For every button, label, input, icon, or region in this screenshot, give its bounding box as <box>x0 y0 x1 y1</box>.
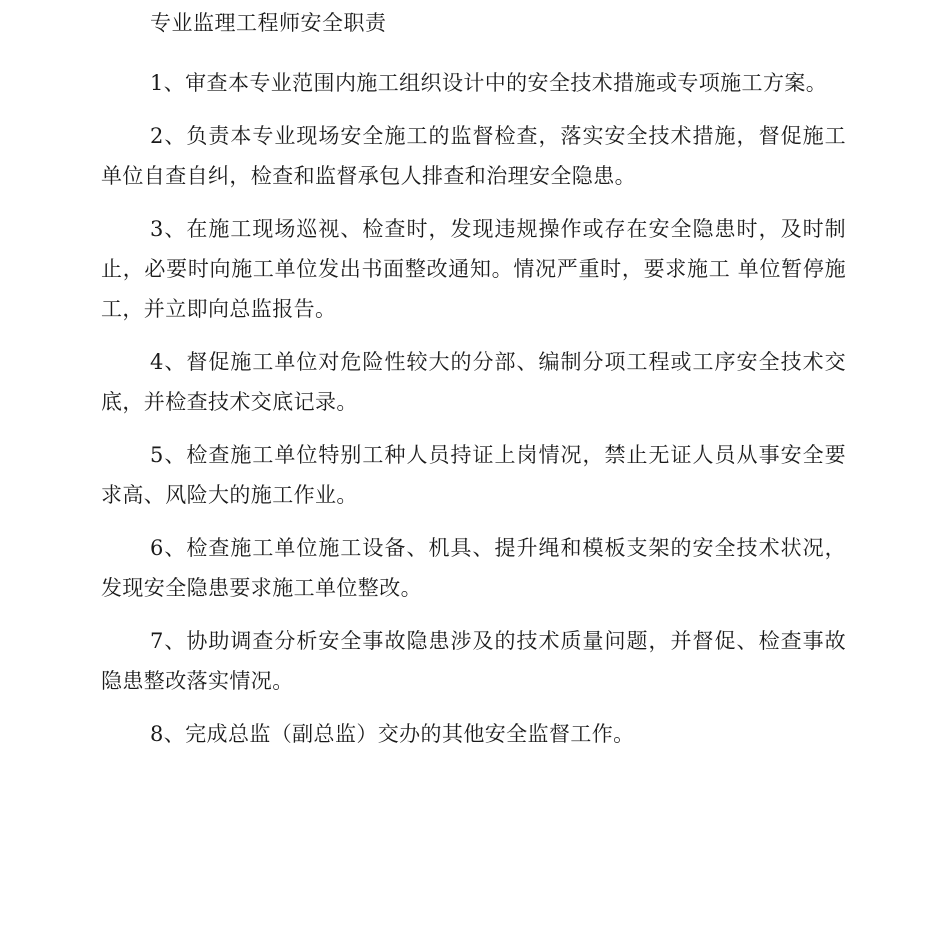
clause-1: 1、审查本专业范围内施工组织设计中的安全技术措施或专项施工方案。 <box>150 71 828 95</box>
document-title: 专业监理工程师安全职责 <box>150 11 387 35</box>
clause-3: 3、在施工现场巡视、检查时，发现违规操作或存在安全隐患时，及时制止，必要时向施工单位发出书面整改通知。情况严重时，要求施工 单位暂停施工，并立即向总监报告。 <box>101 217 846 321</box>
clause-8: 8、完成总监（副总监）交办的其他安全监督工作。 <box>150 722 635 746</box>
clause-2: 2、负责本专业现场安全施工的监督检查，落实安全技术措施，督促施工单位自查自纠，检查和监督承包人排查和治理安全隐患。 <box>101 124 846 188</box>
clause-5: 5、检查施工单位特别工种人员持证上岗情况，禁止无证人员从事安全要求高、风险大的施工作业。 <box>101 443 846 507</box>
clause-list <box>101 63 846 767</box>
clause-7: 7、协助调查分析安全事故隐患涉及的技术质量问题，并督促、检查事故隐患整改落实情况。 <box>101 629 846 693</box>
clause-4: 4、督促施工单位对危险性较大的分部、编制分项工程或工序安全技术交底，并检查技术交底记录。 <box>101 350 846 414</box>
clause-6: 6、检查施工单位施工设备、机具、提升绳和模板支架的安全技术状况，发现安全隐患要求施工单位整改。 <box>101 536 846 600</box>
